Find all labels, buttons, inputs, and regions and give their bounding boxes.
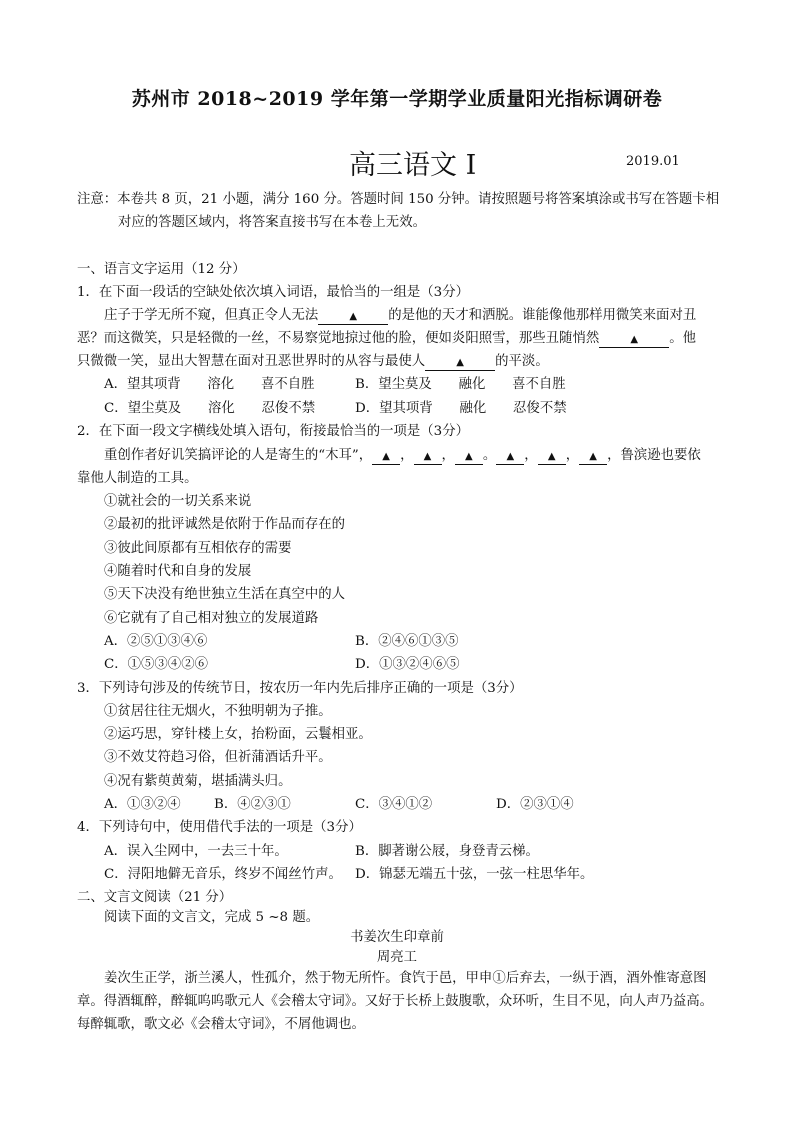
exam-date: 2019.01 [626,154,680,169]
section-2-intro: 阅读下面的文言文，完成 5 ~8 题。 [104,910,320,925]
exam-title: 苏州市 2018~2019 学年第一学期学业质量阳光指标调研卷 [131,88,663,110]
passage-line-1: 姜次生正学，浙兰溪人，性孤介，然于物无所忤。食饩于邑，甲申①后弃去，一纵于酒，酒外惟寄意图 [104,971,707,986]
passage-author: 周亮工 [376,950,418,965]
passage-line-2: 章。得酒辄醉，醉辄呜呜歌元人《会稽太守词》。又好于长桥上鼓腹歌，众环听，生目不见，向人声乃益高。 [77,994,714,1009]
q2-passage-line-1: 重创作者好讥笑搞评论的人是寄生的“木耳”， ▲ ， ▲ ， ▲ 。 ▲ ， ▲ ， ▲ ，鲁滨逊也要依 [104,448,701,463]
q4-option-c[interactable]: C．浔阳地僻无音乐，终岁不闻丝竹声。 [104,867,342,882]
answer-blank[interactable]: ▲ [496,449,524,465]
q1-option-d[interactable]: D．望其项背 融化 忍俊不禁 [355,401,567,416]
q4-option-a[interactable]: A．误入尘网中，一去三十年。 [104,844,288,859]
section-1-heading: 一、语言文字运用（12 分） [77,262,246,277]
q3-stem: 3．下列诗句涉及的传统节日，按农历一年内先后排序正确的一项是（3分） [77,681,523,696]
answer-blank[interactable]: ▲ [425,355,495,371]
q1-option-b[interactable]: B．望尘莫及 融化 喜不自胜 [355,377,566,392]
q3-option-d[interactable]: D．②③①④ [496,797,574,812]
q4-option-b[interactable]: B．脚著谢公屐，身登青云梯。 [355,844,539,859]
q1-option-c[interactable]: C．望尘莫及 溶化 忍俊不禁 [104,401,316,416]
q4-option-d[interactable]: D．锦瑟无端五十弦，一弦一柱思华年。 [355,867,594,882]
answer-blank[interactable]: ▲ [455,449,483,465]
q2-item-3: ③彼此间原都有互相依存的需要 [104,541,292,556]
q3-item-1: ①贫居往往无烟火，不独明朝为子推。 [104,704,332,719]
q1-option-a[interactable]: A．望其项背 溶化 喜不自胜 [104,377,315,392]
notice-line-1: 注意：本卷共 8 页，21 小题，满分 160 分。答题时间 150 分钟。请按照题号将答案填涂或书写在答题卡相 [77,192,720,207]
q3-item-4: ④况有紫萸黄菊，堪插满头归。 [104,774,292,789]
q1-passage-line-3: 只微微一笑，显出大智慧在面对丑恶世界时的从容与最使人 ▲ 的平淡。 [77,354,549,369]
q2-item-6: ⑥它就有了自己相对独立的发展道路 [104,611,319,626]
q4-stem: 4．下列诗句中，使用借代手法的一项是（3分） [77,820,362,835]
passage-line-3: 每醉辄歌，歌文必《会稽太守词》，不屑他调也。 [77,1017,365,1032]
answer-blank[interactable]: ▲ [538,449,566,465]
answer-blank[interactable]: ▲ [318,309,388,325]
q3-option-b[interactable]: B．④②③① [214,797,291,812]
q2-passage-line-2: 靠他人制造的工具。 [77,471,198,486]
notice-line-2: 对应的答题区域内，将答案直接书写在本卷上无效。 [118,215,426,230]
q1-passage-line-1: 庄子于学无所不窥，但真正令人无法 ▲ 的是他的天才和洒脱。谁能像他那样用微笑来面对丑 [104,308,697,323]
q2-item-2: ②最初的批评诚然是依附于作品而存在的 [104,517,346,532]
q2-option-d[interactable]: D．①③②④⑥⑤ [355,657,460,672]
q3-item-3: ③不效艾符趋习俗，但祈蒲酒话升平。 [104,750,332,765]
q1-passage-line-2: 恶？而这微笑，只是轻微的一丝，不易察觉地掠过他的脸，便如炎阳照雪，那些丑随悄然 ▲ 。他 [77,331,697,346]
q2-option-b[interactable]: B．②④⑥①③⑤ [355,634,459,649]
q3-option-a[interactable]: A．①③②④ [104,797,181,812]
answer-blank[interactable]: ▲ [579,449,607,465]
exam-subtitle: 高三语文 Ⅰ [349,150,477,181]
passage-title: 书姜次生印章前 [350,930,444,945]
q2-item-1: ①就社会的一切关系来说 [104,494,252,509]
q2-option-c[interactable]: C．①⑤③④②⑥ [104,657,208,672]
section-2-heading: 二、文言文阅读（21 分） [77,890,233,905]
q2-item-4: ④随着时代和自身的发展 [104,564,252,579]
answer-blank[interactable]: ▲ [414,449,442,465]
q1-stem: 1．在下面一段话的空缺处依次填入词语，最恰当的一组是（3分） [77,285,469,300]
answer-blank[interactable]: ▲ [599,332,669,348]
q2-option-a[interactable]: A．②⑤①③④⑥ [104,634,208,649]
q3-option-c[interactable]: C．③④①② [355,797,433,812]
answer-blank[interactable]: ▲ [372,449,400,465]
q3-item-2: ②运巧思，穿针楼上女，抬粉面，云鬟相亚。 [104,727,372,742]
q2-item-5: ⑤天下决没有绝世独立生活在真空中的人 [104,587,346,602]
q2-stem: 2．在下面一段文字横线处填入语句，衔接最恰当的一项是（3分） [77,424,469,439]
